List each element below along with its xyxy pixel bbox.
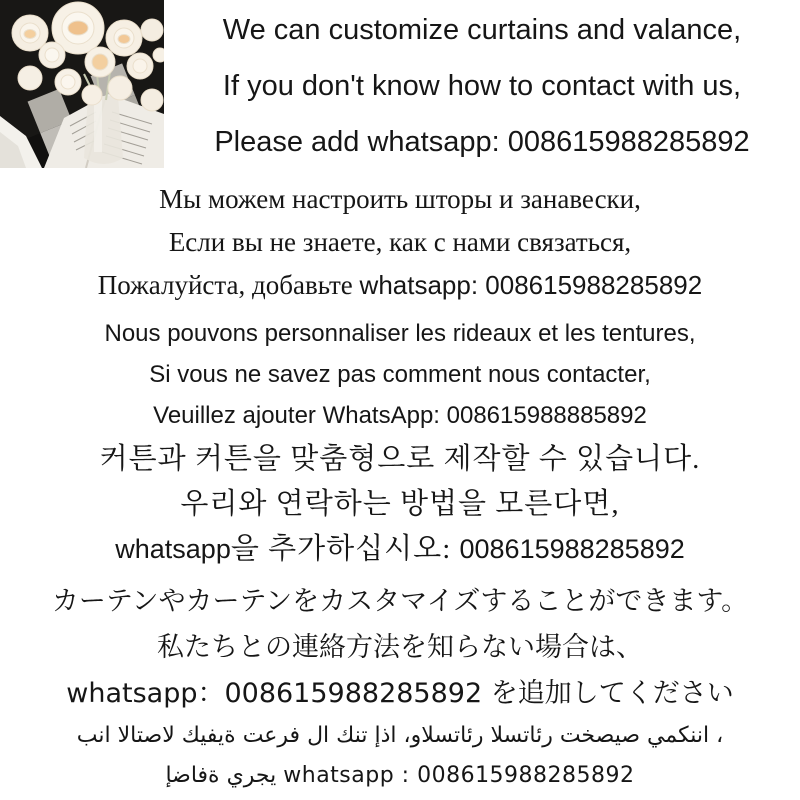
korean-whatsapp-label: whatsapp <box>115 534 231 564</box>
roses-photo-illustration <box>0 0 164 168</box>
notice-korean <box>0 437 800 572</box>
product-photo <box>0 0 164 168</box>
notice-english <box>164 2 800 170</box>
arabic-line-1: اننكمي صيصخت رئاتسلا رئاتسلاو، اذإ تنك ال فرعت ةيفيك لاصتالا انب ، <box>76 723 724 748</box>
english-line-1: We can customize curtains and valance, <box>222 14 742 46</box>
russian-line-2: Если вы не знаете, как с нами связаться, <box>168 227 632 257</box>
notice-russian <box>0 178 800 307</box>
english-line-2: If you don't know how to contact with us, <box>222 70 742 102</box>
korean-line-3-whatsapp <box>0 527 800 572</box>
russian-line-1: Мы можем настроить шторы и занавески, <box>159 184 641 214</box>
french-line-1: Nous pouvons personnaliser les rideaux et les tentures, <box>104 320 696 347</box>
french-line-3-whatsapp: Veuillez ajouter WhatsApp: 008615988885892 <box>153 402 647 429</box>
japanese-line-2: 私たちとの連絡方法を知らない場合は、 <box>157 632 643 663</box>
notice-french <box>0 313 800 436</box>
english-line-3-whatsapp: Please add whatsapp: 008615988285892 <box>214 126 750 158</box>
russian-line-3-text: Пожалуйста, добавьте <box>97 270 360 300</box>
korean-line-3-text: 을 추가하십시오: <box>230 533 460 565</box>
korean-whatsapp-number: 008615988285892 <box>459 534 685 564</box>
russian-whatsapp-number: whatsapp: 008615988285892 <box>359 270 703 300</box>
french-line-2: Si vous ne savez pas comment nous contacter, <box>149 361 651 388</box>
japanese-line-3-whatsapp: whatsapp：008615988285892 を追加してください <box>66 678 734 709</box>
korean-line-1: 커튼과 커튼을 맞춤형으로 제작할 수 있습니다. <box>99 443 701 475</box>
korean-line-2: 우리와 연락하는 방법을 모른다면, <box>180 488 620 520</box>
japanese-line-1: カーテンやカーテンをカスタマイズすることができます。 <box>51 586 749 617</box>
arabic-line-2-whatsapp: يجري ةفاضإ whatsapp : 008615988285892 <box>165 763 635 788</box>
notice-japanese <box>0 579 800 717</box>
russian-line-3-whatsapp <box>0 264 800 307</box>
notice-arabic <box>0 716 800 796</box>
